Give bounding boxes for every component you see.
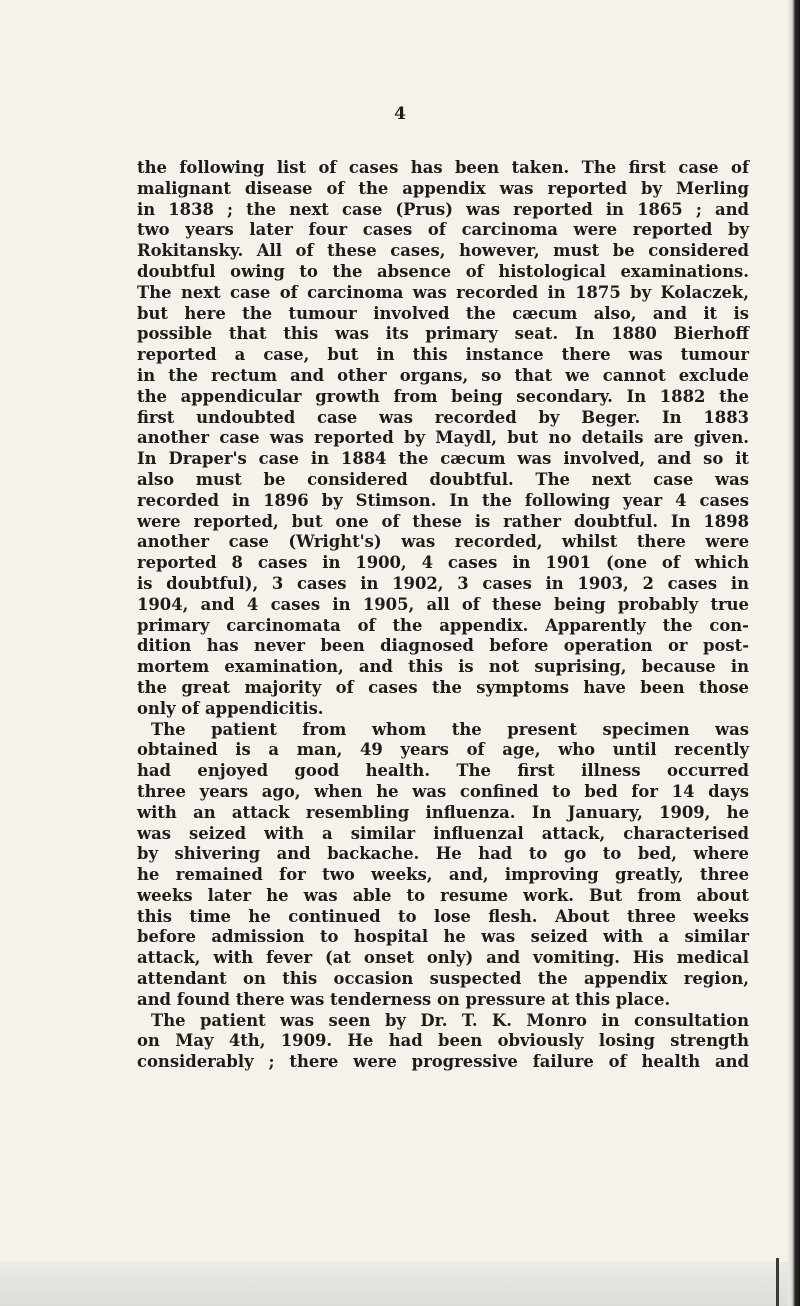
text-line: the great majority of cases the symptoms have been those [137,677,749,697]
body-text [137,158,749,1073]
text-line: three years ago, when he was confined to bed for 14 days [137,781,749,801]
text-line: first undoubted case was recorded by Beger. In 1883 [137,407,749,427]
text-line: had enjoyed good health. The first illness occurred [137,761,749,781]
text-line: another case was reported by Maydl, but no details are given. [137,428,749,448]
text-line: the appendicular growth from being secondary. In 1882 the [137,386,749,406]
page-edge-shadow [788,0,800,1306]
text-line: recorded in 1896 by Stimson. In the following year 4 cases [137,490,749,510]
text-line: before admission to hospital he was seized with a similar [137,927,749,947]
text-line: The next case of carcinoma was recorded in 1875 by Kolaczek, [137,282,749,302]
text-line: but here the tumour involved the cæcum also, and it is [137,303,749,323]
text-line: malignant disease of the appendix was reported by Merling [137,178,749,198]
text-line: mortem examination, and this is not suprising, because in [137,657,749,677]
text-line: possible that this was its primary seat. In 1880 Bierhoff [137,324,749,344]
text-line: another case (Wright's) was recorded, whilst there were [137,532,749,552]
text-line: obtained is a man, 49 years of age, who until recently [137,740,749,760]
text-line: attendant on this occasion suspected the appendix region, [137,969,749,989]
text-line: in the rectum and other organs, so that we cannot exclude [137,365,749,385]
text-line: primary carcinomata of the appendix. Apparently the con- [137,615,749,635]
binding-mark [776,1258,779,1306]
page-bottom-shadow [0,1262,788,1306]
text-line: considerably ; there were progressive failure of health and [137,1052,749,1072]
text-line: The patient was seen by Dr. T. K. Monro in consultation [151,1010,749,1030]
text-line: in 1838 ; the next case (Prus) was reported in 1865 ; and [137,199,749,219]
text-line: with an attack resembling influenza. In January, 1909, he [137,802,749,822]
text-line: The patient from whom the present specimen was [151,719,749,739]
text-line: two years later four cases of carcinoma were reported by [137,220,749,240]
text-line: weeks later he was able to resume work. But from about [137,885,749,905]
text-line: only of appendicitis. [137,698,324,718]
text-line: by shivering and backache. He had to go to bed, where [137,844,749,864]
text-line: In Draper's case in 1884 the cæcum was involved, and so it [137,449,749,469]
text-line: was seized with a similar influenzal attack, characterised [137,823,749,843]
text-line: attack, with fever (at onset only) and vomiting. His medical [137,948,749,968]
text-line: Rokitansky. All of these cases, however, must be considered [137,241,749,261]
text-line: were reported, but one of these is rather doubtful. In 1898 [137,511,749,531]
page-number: 4 [394,104,406,124]
text-line: he remained for two weeks, and, improving greatly, three [137,865,749,885]
text-line: and found there was tenderness on pressure at this place. [137,989,671,1009]
text-line: also must be considered doubtful. The next case was [137,469,749,489]
text-line: this time he continued to lose flesh. About three weeks [137,906,749,926]
text-line: the following list of cases has been taken. The first case of [137,158,749,177]
text-line: is doubtful), 3 cases in 1902, 3 cases in 1903, 2 cases in [137,573,749,593]
text-line: 1904, and 4 cases in 1905, all of these being probably true [137,594,749,614]
text-line: reported 8 cases in 1900, 4 cases in 1901 (one of which [137,553,749,573]
text-line: doubtful owing to the absence of histological examinations. [137,261,749,281]
text-line: reported a case, but in this instance there was tumour [137,345,749,365]
text-line: on May 4th, 1909. He had been obviously losing strength [137,1031,749,1051]
text-line: dition has never been diagnosed before operation or post- [137,636,749,656]
